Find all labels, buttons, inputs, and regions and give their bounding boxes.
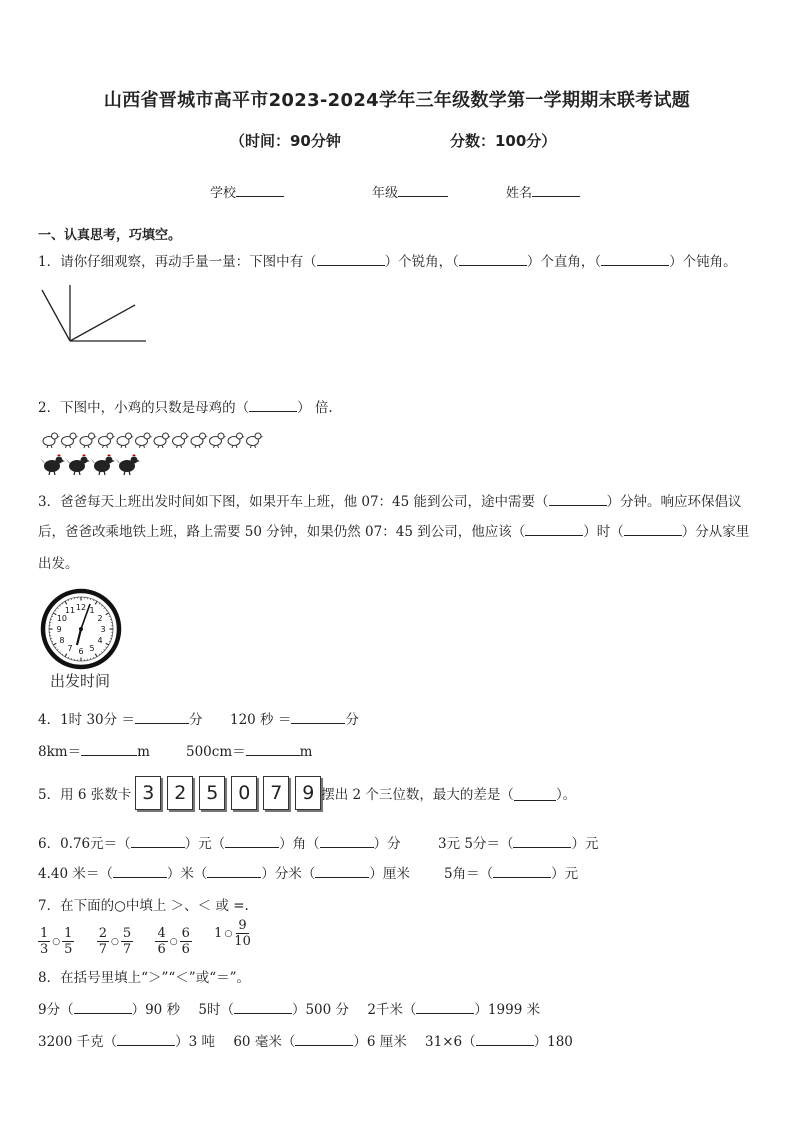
q4-blank-1[interactable] [135, 709, 189, 724]
chick-icon [80, 433, 97, 448]
q4-blank-3[interactable] [81, 741, 137, 756]
chicks-and-hens-figure [40, 430, 270, 478]
chick-icon [136, 433, 153, 448]
q6-text: ）分米（ [261, 866, 316, 882]
chick-icon [99, 433, 116, 448]
q6-blank[interactable] [513, 833, 571, 848]
clock-number: 5 [89, 644, 95, 654]
q8-text: 60 毫米（ [233, 1034, 296, 1050]
q6-text: 6．0.76元＝（ [38, 836, 131, 852]
q1-text-c: ）个直角，（ [526, 254, 602, 270]
q8-blank[interactable] [234, 999, 292, 1014]
fraction: $\frac{6}{6}$ [181, 926, 190, 957]
whole-number: 1 [214, 926, 223, 941]
q8-text: 31×6（ [425, 1034, 476, 1050]
q6-text: 5角＝（ [444, 866, 494, 882]
grade-label: 年级 [372, 186, 399, 201]
q3-text-d: ）时（ [583, 524, 624, 540]
question-3-line-1 [38, 490, 742, 510]
q3-text-a: 3．爸爸每天上班出发时间如下图，如果开车上班，他 07：45 能到公司，途中需要（ [38, 494, 549, 510]
chick-icon [62, 433, 79, 448]
chick-icon [228, 433, 245, 448]
question-3-line-2 [38, 520, 749, 540]
section-title: 一、认真思考，巧填空。 [38, 228, 182, 243]
q4-text-f: m [137, 744, 150, 760]
q8-text: ）180 [533, 1034, 573, 1050]
q5-blank[interactable] [514, 786, 556, 801]
chicks-row [43, 433, 264, 448]
q3-blank-hour[interactable] [525, 521, 583, 536]
compare-circle[interactable]: ○ [224, 928, 233, 939]
question-8-row-1 [38, 998, 540, 1018]
q7-item [155, 926, 191, 957]
q3-text-c: 后，爸爸改乘地铁上班，路上需要 50 分钟，如果仍然 07：45 到公司，他应该（ [38, 524, 526, 540]
q8-text: 5时（ [198, 1002, 234, 1018]
q3-blank-minute[interactable] [624, 521, 682, 536]
q6-blank[interactable] [113, 863, 167, 878]
time-label: （时间：90分钟 [230, 132, 341, 150]
compare-circle[interactable]: ○ [111, 936, 119, 947]
q4-text-e: 8km＝ [38, 744, 82, 760]
q8-text: 2千米（ [367, 1002, 417, 1018]
q1-blank-2[interactable] [459, 251, 527, 266]
q4-text-h: m [299, 744, 313, 760]
clock-number: 9 [56, 625, 62, 634]
q6-blank[interactable] [320, 833, 374, 848]
q8-text: 3200 千克（ [38, 1034, 118, 1050]
question-7: 7．在下面的○中填上 ＞、＜ 或 =. [38, 898, 249, 914]
grade-field [372, 182, 448, 201]
question-6-row-1b [438, 832, 598, 852]
q4-text-a: 4．1时 30分 ＝ [38, 712, 135, 728]
q1-text-b: ）个锐角，（ [384, 254, 459, 270]
q4-blank-4[interactable] [246, 741, 300, 756]
q2-blank[interactable] [249, 397, 297, 412]
hen-icon [40, 454, 65, 475]
fraction: $\frac{4}{6}$ [157, 926, 166, 957]
q6-blank[interactable] [315, 863, 369, 878]
clock-number: 3 [100, 625, 106, 634]
q7-comparisons [38, 918, 269, 957]
q6-text: 4.40 米＝（ [38, 866, 113, 882]
q6-text: ）元 [551, 866, 579, 882]
q8-text: 9分（ [38, 1002, 74, 1018]
compare-circle[interactable]: ○ [169, 936, 178, 947]
name-field [506, 182, 580, 201]
q1-text-a: 1．请你仔细观察，再动手量一量：下图中有（ [38, 254, 317, 270]
school-label: 学校 [210, 186, 237, 201]
question-4-row-2b [186, 740, 312, 760]
grade-blank[interactable] [398, 182, 448, 197]
hens-row [40, 454, 140, 475]
chick-icon [154, 433, 171, 448]
q8-text: ）1999 米 [474, 1002, 541, 1018]
hen-icon [90, 454, 115, 475]
chick-icon [210, 433, 227, 448]
q7-item [38, 926, 74, 957]
number-card: 7 [263, 776, 289, 810]
q2-text-a: 2．下图中，小鸡的只数是母鸡的（ [38, 400, 250, 416]
q3-text-f: 出发。 [38, 556, 79, 572]
fraction: $\frac{1}{3}$ [40, 926, 49, 957]
q6-text: ）角（ [279, 836, 320, 852]
clock-number: 7 [67, 644, 73, 654]
clock-number: 11 [64, 605, 76, 615]
fraction: $\frac{5}{7}$ [122, 926, 132, 957]
clock-number: 8 [59, 636, 65, 645]
number-card: 3 [135, 776, 161, 810]
question-4-row-2 [38, 740, 150, 760]
clock-icon [40, 588, 122, 670]
compare-circle[interactable]: ○ [52, 936, 61, 947]
q3-blank-minutes[interactable] [549, 491, 607, 506]
q8-blank[interactable] [295, 1031, 353, 1046]
question-6-row-1 [38, 832, 401, 852]
q8-blank[interactable] [416, 999, 474, 1014]
q6-text: ）元 [571, 836, 599, 852]
q5-text-c: ）。 [555, 787, 577, 803]
school-field [210, 182, 284, 201]
question-2 [38, 396, 333, 416]
q6-blank[interactable] [207, 863, 261, 878]
name-blank[interactable] [532, 182, 580, 197]
q4-blank-2[interactable] [291, 709, 345, 724]
question-4-row-1 [38, 708, 202, 728]
q8-text: ）500 分 [291, 1002, 350, 1018]
page-title: 山西省晋城市高平市2023-2024学年三年级数学第一学期期末联考试题 [103, 90, 691, 111]
question-1 [38, 250, 737, 270]
name-label: 姓名 [506, 186, 533, 201]
q8-text: ）6 厘米 [353, 1034, 407, 1050]
question-4-row-1b [230, 708, 359, 728]
q1-blank-3[interactable] [601, 251, 669, 266]
q6-text: 3元 5分＝（ [438, 836, 514, 852]
q1-blank-1[interactable] [317, 251, 385, 266]
number-card: 0 [231, 776, 257, 810]
number-card: 2 [167, 776, 193, 810]
hen-icon [65, 454, 90, 475]
angle-figure [36, 282, 156, 348]
clock-number: 10 [56, 614, 68, 623]
q2-text-b: ） 倍. [297, 400, 333, 416]
number-card: 5 [199, 776, 225, 810]
q7-item [214, 918, 251, 949]
number-card: 9 [295, 776, 321, 810]
score-label: 分数：100分） [450, 132, 557, 150]
clock-number: 12 [75, 603, 87, 612]
clock-number: 1 [89, 605, 95, 615]
question-8-row-2 [38, 1030, 573, 1050]
q4-text-c: 120 秒 ＝ [230, 712, 292, 728]
clock-number: 6 [78, 647, 84, 656]
q6-blank[interactable] [493, 863, 551, 878]
q8-blank[interactable] [117, 1031, 175, 1046]
q8-blank[interactable] [74, 999, 132, 1014]
q1-text-d: ）个钝角。 [669, 254, 737, 270]
chick-icon [117, 433, 134, 448]
fraction: $\frac{9}{10}$ [234, 918, 251, 949]
q6-blank[interactable] [225, 833, 279, 848]
question-6-row-2b [444, 862, 578, 882]
q8-text: ）90 秒 [131, 1002, 181, 1018]
q6-blank[interactable] [131, 833, 185, 848]
question-5 [38, 776, 576, 810]
q7-item [97, 926, 133, 957]
q5-text-a: 5．用 6 张数卡 [38, 787, 132, 803]
q4-text-g: 500cm＝ [186, 744, 246, 760]
chick-icon [247, 433, 264, 448]
q6-text: ）分 [373, 836, 401, 852]
question-8: 8．在括号里填上“＞”“＜”或“＝”。 [38, 970, 250, 986]
q8-text: ）3 吨 [175, 1034, 216, 1050]
q6-text: ）米（ [166, 866, 208, 882]
q3-text-e: ）分从家里 [681, 524, 750, 540]
q3-text-b: ）分钟。响应环保倡议 [606, 494, 742, 510]
question-6-row-2 [38, 862, 410, 882]
q6-text: ）厘米 [369, 866, 410, 882]
school-blank[interactable] [236, 182, 284, 197]
q5-text-b: 摆出 2 个三位数，最大的差是（ [321, 787, 514, 803]
q4-text-d: 分 [345, 712, 359, 728]
hen-icon [115, 454, 140, 475]
chick-icon [191, 433, 208, 448]
clock-number: 4 [97, 636, 103, 645]
q8-blank[interactable] [476, 1031, 534, 1046]
fraction: $\frac{1}{5}$ [64, 926, 73, 957]
chick-icon [43, 433, 60, 448]
clock-number: 2 [97, 614, 103, 623]
chick-icon [173, 433, 190, 448]
q4-text-b: 分 [188, 712, 203, 728]
clock-label: 出发时间 [50, 672, 111, 690]
q6-text: ）元（ [184, 836, 226, 852]
fraction: $\frac{2}{7}$ [98, 926, 107, 957]
